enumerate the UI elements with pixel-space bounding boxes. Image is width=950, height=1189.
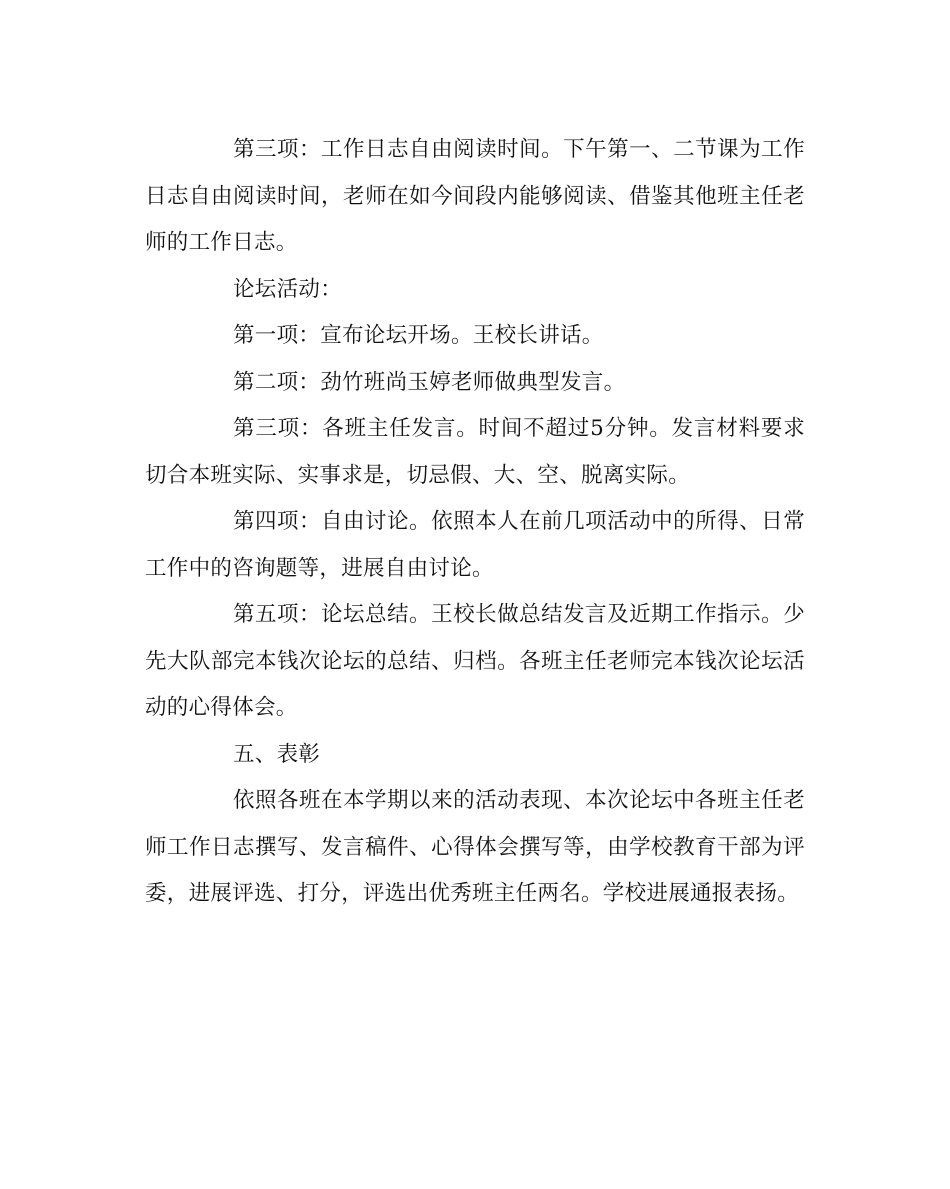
paragraph-forum-activities-heading: 论坛活动： (233, 276, 343, 302)
paragraph-commendation: 依照各班在本学期以来的活动表现、本次论坛中各班主任老师工作日志撰写、发言稿件、心得体会撰写等，由学校教育干部为评委，进展评选、打分，评选出优秀班主任两名。学校进展通报表扬。 (145, 788, 805, 906)
paragraph-forum-item-2: 第二项：劲竹班尚玉婷老师做典型发言。 (233, 369, 626, 395)
paragraph-forum-item-3: 第三项：各班主任发言。时间不超过5分钟。发言材料要求切合本班实际、实事求是，切忌假、大、空、脱离实际。 (145, 416, 805, 488)
paragraph-forum-item-5: 第五项：论坛总结。王校长做总结发言及近期工作指示。少先大队部完本钱次论坛的总结、归档。各班主任老师完本钱次论坛活动的心得体会。 (145, 602, 805, 720)
section-heading-commendation: 五、表彰 (233, 741, 321, 767)
paragraph-forum-item-4: 第四项：自由讨论。依照本人在前几项活动中的所得、日常工作中的咨询题等，进展自由讨论。 (145, 509, 805, 581)
paragraph-item-3-reading-time: 第三项：工作日志自由阅读时间。下午第一、二节课为工作日志自由阅读时间，老师在如今间段内能够阅读、借鉴其他班主任老师的工作日志。 (145, 137, 805, 255)
paragraph-forum-item-1: 第一项：宣布论坛开场。王校长讲话。 (233, 323, 604, 348)
document-body (145, 127, 805, 918)
